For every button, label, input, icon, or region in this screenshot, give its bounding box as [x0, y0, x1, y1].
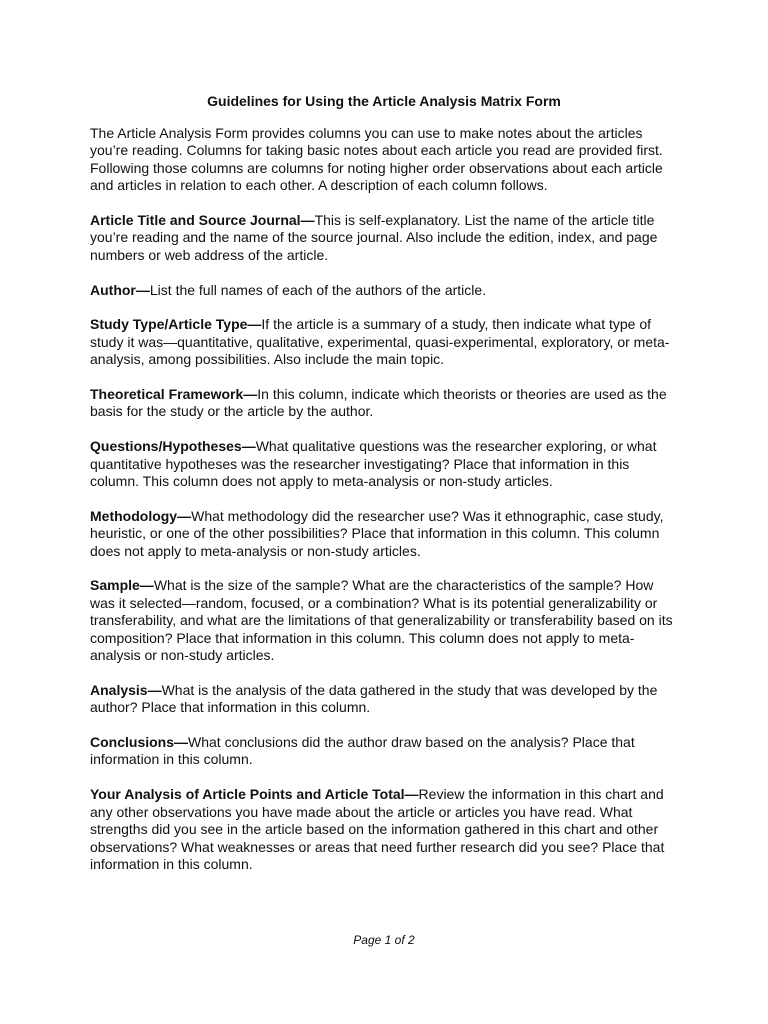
section-text: In this column, indicate which theorists or theories are used as the basis for the study or the article by the author.	[90, 386, 667, 420]
section-your-analysis	[90, 786, 680, 873]
section-text: What is the size of the sample? What are the characteristics of the sample? How was it selected—random, focused, or a combination? What is its potential generalizability or transferability, and what are the limitations of that generalizability or transferability based on its composition? Place that information in this column. This column does not apply to meta-analysis or non-study articles.	[90, 577, 673, 664]
section-text: What is the analysis of the data gathered in the study that was developed by the author? Place that information in this column.	[90, 681, 658, 716]
section-text: What conclusions did the author draw based on the analysis? Place that information in this column.	[90, 734, 635, 768]
section-analysis	[90, 682, 680, 717]
section-text: What qualitative questions was the researcher exploring, or what quantitative hypotheses was the researcher investigating? Place that information in this column. This column does not apply to meta-analysis or non-study articles.	[90, 438, 657, 490]
document-title: Guidelines for Using the Article Analysis Matrix Form	[207, 93, 561, 109]
section-text: Review the information in this chart and any other observations you have made about the article or articles you have read. What strengths did you see in the article based on the information gathered in this chart and other observations? What weaknesses or areas that need further research did you see? Place that information in this column.	[90, 786, 665, 872]
section-conclusions	[90, 734, 680, 769]
section-questions-hypotheses	[90, 438, 680, 490]
section-methodology	[90, 508, 680, 560]
section-text: What methodology did the researcher use? Was it ethnographic, case study, heuristic, or one of the other possibilities? Place that information in this column. This column does not apply to meta-analysis or non-study articles.	[90, 507, 664, 559]
section-article-title	[90, 212, 680, 264]
section-heading: Conclusions—	[90, 734, 189, 751]
section-study-type	[90, 316, 680, 368]
section-heading: Analysis—	[90, 681, 162, 698]
section-sample	[90, 577, 680, 664]
section-theoretical-framework	[90, 386, 680, 421]
section-heading: Study Type/Article Type—	[90, 316, 262, 333]
page-number: Page 1 of 2	[353, 933, 415, 947]
section-text: If the article is a summary of a study, then indicate what type of study it was—quantitative, qualitative, experimental, quasi-experimental, exploratory, or meta-analysis, among possibilities. Also include the main topic.	[90, 316, 670, 368]
intro-paragraph: The Article Analysis Form provides columns you can use to make notes about the articles you’re reading. Columns for taking basic notes about each article you read are provided first. Following those columns are columns for noting higher order observations about each article and articles in relation to each other. A description of each column follows.	[90, 125, 663, 194]
section-heading: Questions/Hypotheses—	[90, 438, 256, 455]
section-text: List the full names of each of the authors of the article.	[149, 281, 487, 298]
section-heading: Sample—	[90, 577, 154, 594]
section-heading: Theoretical Framework—	[90, 386, 258, 403]
section-text: This is self-explanatory. List the name of the article title you’re reading and the name of the source journal. Also include the edition, index, and page numbers or web address of the article.	[90, 212, 658, 263]
section-heading: Methodology—	[90, 507, 192, 524]
section-heading: Your Analysis of Article Points and Article Total—	[90, 786, 419, 803]
section-heading: Author—	[90, 281, 150, 298]
section-heading: Article Title and Source Journal—	[90, 212, 315, 229]
document-body	[90, 125, 680, 891]
section-author	[90, 282, 680, 299]
